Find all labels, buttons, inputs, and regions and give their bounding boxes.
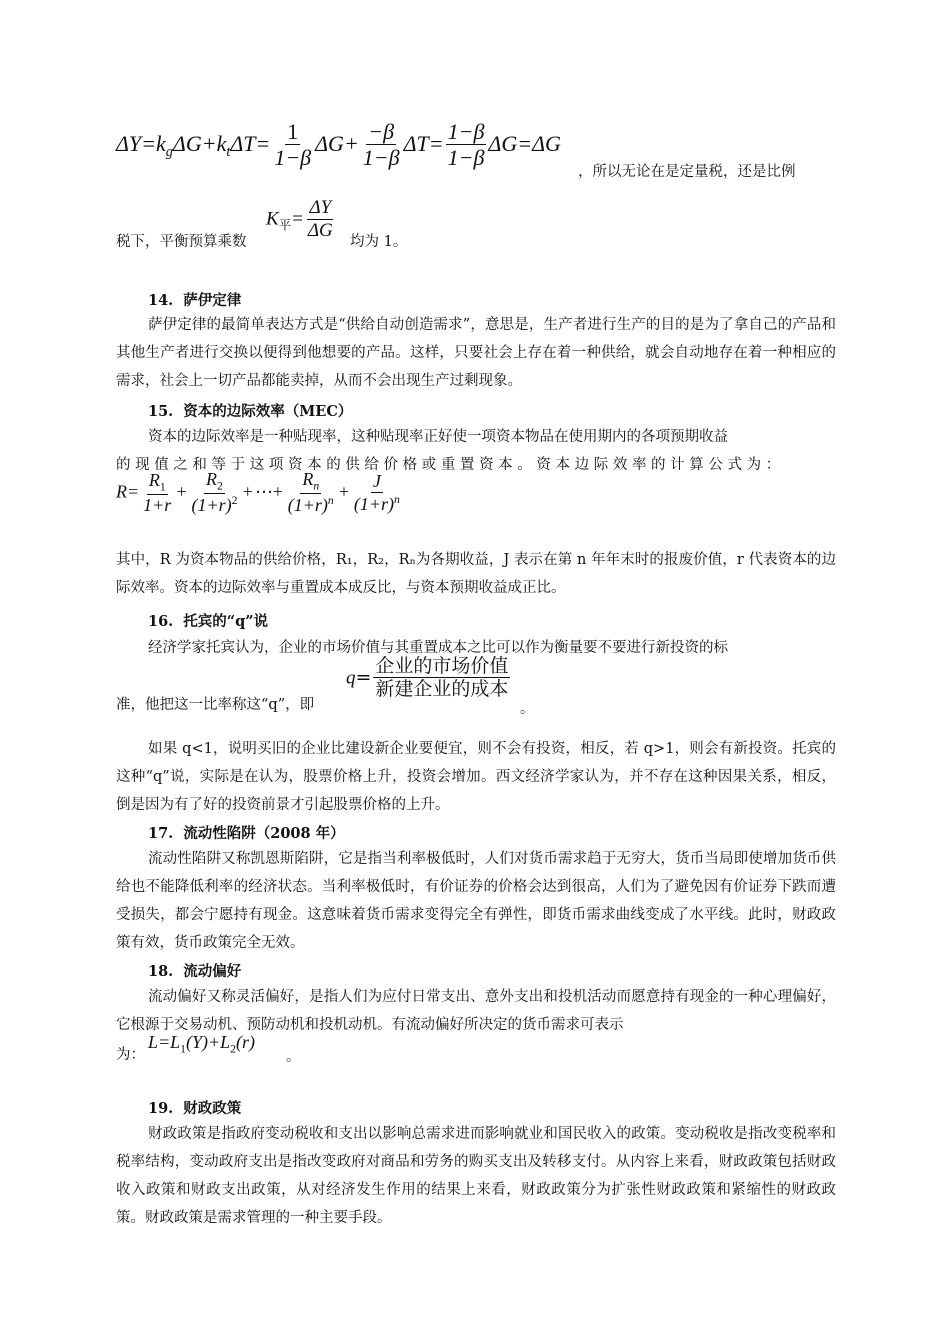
mec-formula: R= $\frac{R_1}{1+r}$ + $\frac{R_2}{(1+r)^2}$ +⋯+ $\frac{R_n}{(1+r)^n}$ + $\frac{J}{(1+r)^n}$ [116,469,400,516]
section-body-15: 资本的边际效率是一种贴现率，这种贴现率正好使一项资本物品在使用期内的各项预期收益 的 现 值 之 和 等 于 这 项 资 本 的 供 给 价 格 或 重 置 资 本 。 资 本 边 际 效 率 的 计 算 公 式 为 ： [116,429,781,473]
multiplier-lead-text: 税下，平衡预算乘数 [116,234,247,250]
balanced-budget-equation: $\Delta Y=k_g\Delta G+k_t\Delta T=$ $\frac{1}{1-\beta}$ ΔG+ $\frac{-\beta}{1-\beta}$ ΔT= $\frac{1-\beta}{1-\beta}$ ΔG=ΔG [116,119,561,171]
section-heading-18: 18. 流动偏好 [148,963,242,980]
liquidity-trailing-text: 。 [286,1049,301,1065]
section-heading-17: 17. 流动性陷阱（2008 年） [148,825,345,842]
mec-explanation: 其中，R 为资本物品的供给价格，R₁，R₂，Rₙ为各期收益，J 表示在第 n 年年末时的报废价值，r 代表资本的边际效率。资本的边际效率与重置成本成反比，与资本预期收益成正比。 [116,552,836,596]
q-lead-text: 准，他把这一比率称这“q”，即 [116,697,315,713]
section-body-17: 流动性陷阱又称凯恩斯陷阱，它是指当利率极低时，人们对货币需求趋于无穷大，货币当局即使增加货币供给也不能降低利率的经济状态。当利率极低时，有价证券的价格会达到很高，人们为了避免因有价证券下跌而遭受损失，都会宁愿持有现金。这意味着货币需求变得完全有弹性，即货币需求曲线变成了水平线。此时，财政政策有效，货币政策完全无效。 [116,851,836,951]
q-trailing-text: 。 [520,701,535,717]
section-heading-15: 15. 资本的边际效率（MEC） [148,403,353,420]
section-body-19: 财政政策是指政府变动税收和支出以影响总需求进而影响就业和国民收入的政策。变动税收是指改变税率和税率结构，变动政府支出是指改变政府对商品和劳务的购买支出及转移支付。从内容上来看，财政政策包括财政收入政策和财政支出政策，从对经济发生作用的结果上来看，财政政策分为扩张性财政政策和紧缩性的财政政策。财政政策是需求管理的一种主要手段。 [116,1126,836,1226]
section-heading-14: 14. 萨伊定律 [148,292,242,309]
liquidity-formula: $L=L_1(Y)+L_2(r)$ [148,1032,256,1056]
q-formula: q= 企业的市场价值 新建企业的成本 [346,655,509,700]
section-heading-19: 19. 财政政策 [148,1100,242,1117]
section-body-18: 流动偏好又称灵活偏好，是指人们为应付日常支出、意外支出和投机活动而愿意持有现金的一种心理偏好，它根源于交易动机、预防动机和投机动机。有流动偏好所决定的货币需求可表示 [116,989,836,1033]
section-body-14: 萨伊定律的最简单表达方式是“供给自动创造需求”，意思是，生产者进行生产的目的是为了拿自己的产品和其他生产者进行交换以便得到他想要的产品。这样，只要社会上存在着一种供给，就会自动地存在着一种相应的需求，社会上一切产品都能卖掉，从而不会出现生产过剩现象。 [116,317,836,389]
multiplier-formula: $K_平=$ $\frac{\Delta Y}{\Delta G}$ [266,197,333,241]
liquidity-lead-text: 为： [116,1047,145,1063]
q-explanation: 如果 q<1，说明买旧的企业比建设新企业要便宜，则不会有投资，相反，若 q>1，则会有新投资。托宾的这种“q”说，实际是在认为，股票价格上升，投资会增加。西文经济学家认为，并不存在这种因果关系，相反，倒是因为有了好的投资前景才引起股票价格的上升。 [116,741,836,813]
multiplier-trailing-text: 均为 1。 [350,234,408,250]
q-denominator: 新建企业的成本 [375,677,509,700]
q-numerator: 企业的市场价值 [375,655,509,677]
section-heading-16: 16. 托宾的“q”说 [148,613,269,630]
equation-trailing-text: ，所以无论在是定量税，还是比例 [578,164,796,180]
section-body-16: 经济学家托宾认为，企业的市场价值与其重置成本之比可以作为衡量要不要进行新投资的标 [148,640,728,656]
